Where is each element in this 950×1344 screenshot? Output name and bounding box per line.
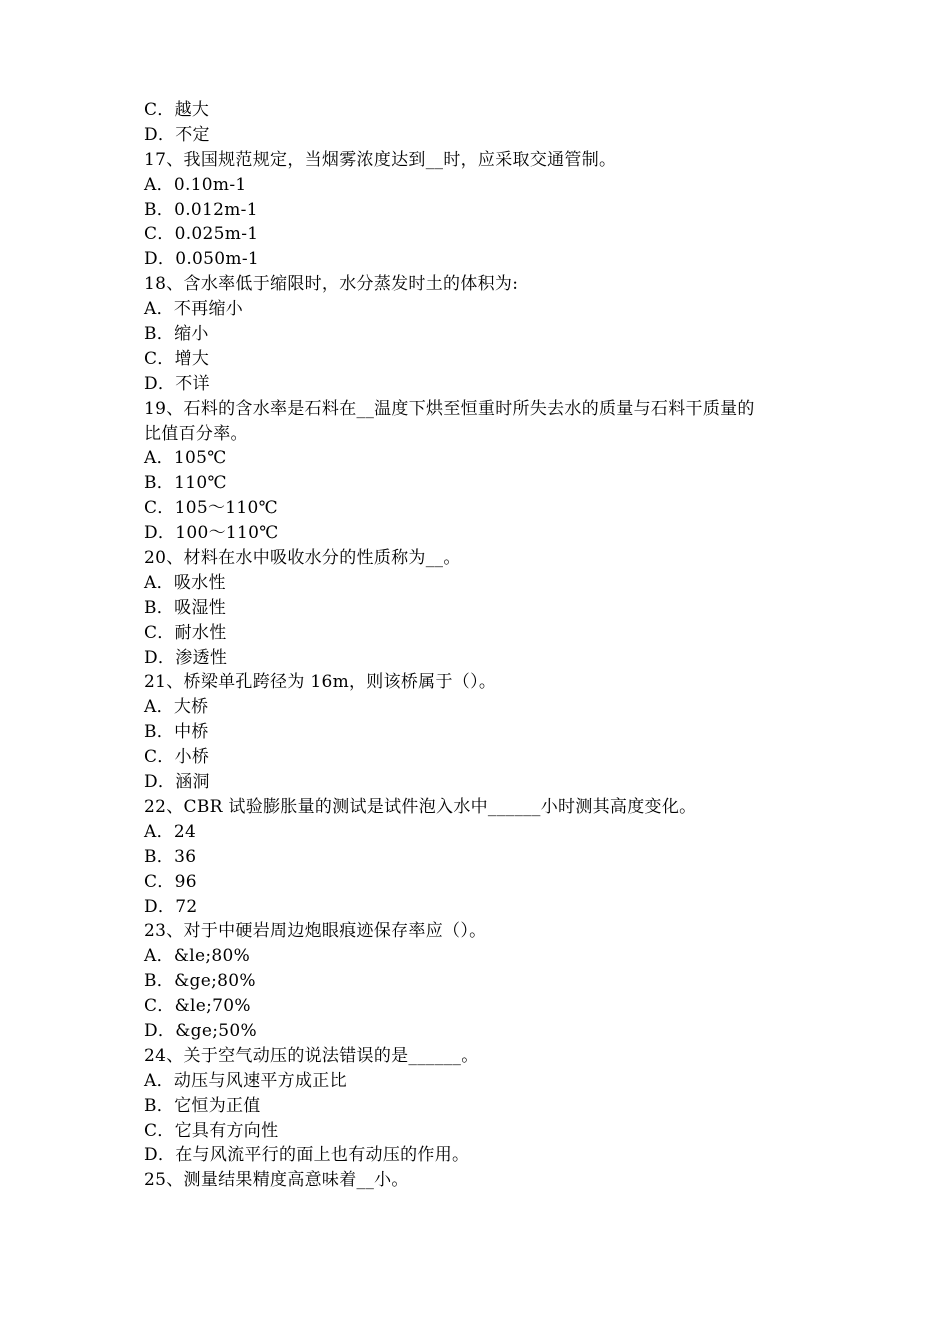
question-17: 17、我国规范规定，当烟雾浓度达到__时，应采取交通管制。 <box>144 149 617 170</box>
option-20d: D．渗透性 <box>144 647 228 668</box>
question-20: 20、材料在水中吸收水分的性质称为__。 <box>144 548 461 569</box>
option-16d: D．不定 <box>144 124 210 145</box>
option-20a: A．吸水性 <box>144 572 226 593</box>
option-23c: C．&le;70% <box>144 996 251 1017</box>
option-22a: A．24 <box>144 821 197 842</box>
question-19-line-2: 比值百分率。 <box>144 423 248 444</box>
question-18: 18、含水率低于缩限时，水分蒸发时土的体积为: <box>144 274 519 295</box>
option-24a: A．动压与风速平方成正比 <box>144 1070 347 1091</box>
option-21d: D．涵洞 <box>144 772 210 793</box>
option-23d: D．&ge;50% <box>144 1020 257 1041</box>
option-18d: D．不详 <box>144 373 210 394</box>
option-19c: C．105～110℃ <box>144 498 278 519</box>
option-16c: C．越大 <box>144 100 210 120</box>
option-24d: D．在与风流平行的面上也有动压的作用。 <box>144 1145 470 1166</box>
option-21a: A．大桥 <box>144 697 209 718</box>
option-22b: B．36 <box>144 846 197 867</box>
option-18a: A．不再缩小 <box>144 299 244 320</box>
option-18b: B．缩小 <box>144 324 209 345</box>
option-21c: C．小桥 <box>144 747 210 768</box>
option-17d: D．0.050m-1 <box>144 249 259 270</box>
option-22d: D．72 <box>144 896 198 917</box>
option-18c: C．增大 <box>144 348 210 369</box>
option-20c: C．耐水性 <box>144 622 227 643</box>
question-24: 24、关于空气动压的说法错误的是______。 <box>144 1045 479 1066</box>
option-19a: A．105℃ <box>144 448 227 469</box>
question-22: 22、CBR 试验膨胀量的测试是试件泡入水中______小时测其高度变化。 <box>144 796 697 817</box>
option-17a: A．0.10m-1 <box>144 174 247 195</box>
option-23a: A．&le;80% <box>144 946 251 967</box>
document-page <box>144 98 814 1193</box>
option-20b: B．吸湿性 <box>144 597 226 618</box>
question-25: 25、测量结果精度高意味着__小。 <box>144 1170 409 1191</box>
option-24c: C．它具有方向性 <box>144 1120 279 1141</box>
option-17c: C．0.025m-1 <box>144 224 259 245</box>
question-19-line-1: 19、石料的含水率是石料在__温度下烘至恒重时所失去水的质量与石料干质量的 <box>144 398 755 419</box>
option-19b: B．110℃ <box>144 473 227 494</box>
option-17b: B．0.012m-1 <box>144 199 258 220</box>
option-19d: D．100～110℃ <box>144 523 279 544</box>
option-23b: B．&ge;80% <box>144 971 256 992</box>
option-24b: B．它恒为正值 <box>144 1095 261 1116</box>
question-23: 23、对于中硬岩周边炮眼痕迹保存率应（）。 <box>144 921 487 942</box>
option-22c: C．96 <box>144 871 197 892</box>
question-21: 21、桥梁单孔跨径为 16m，则该桥属于（）。 <box>144 672 497 693</box>
option-21b: B．中桥 <box>144 722 209 743</box>
